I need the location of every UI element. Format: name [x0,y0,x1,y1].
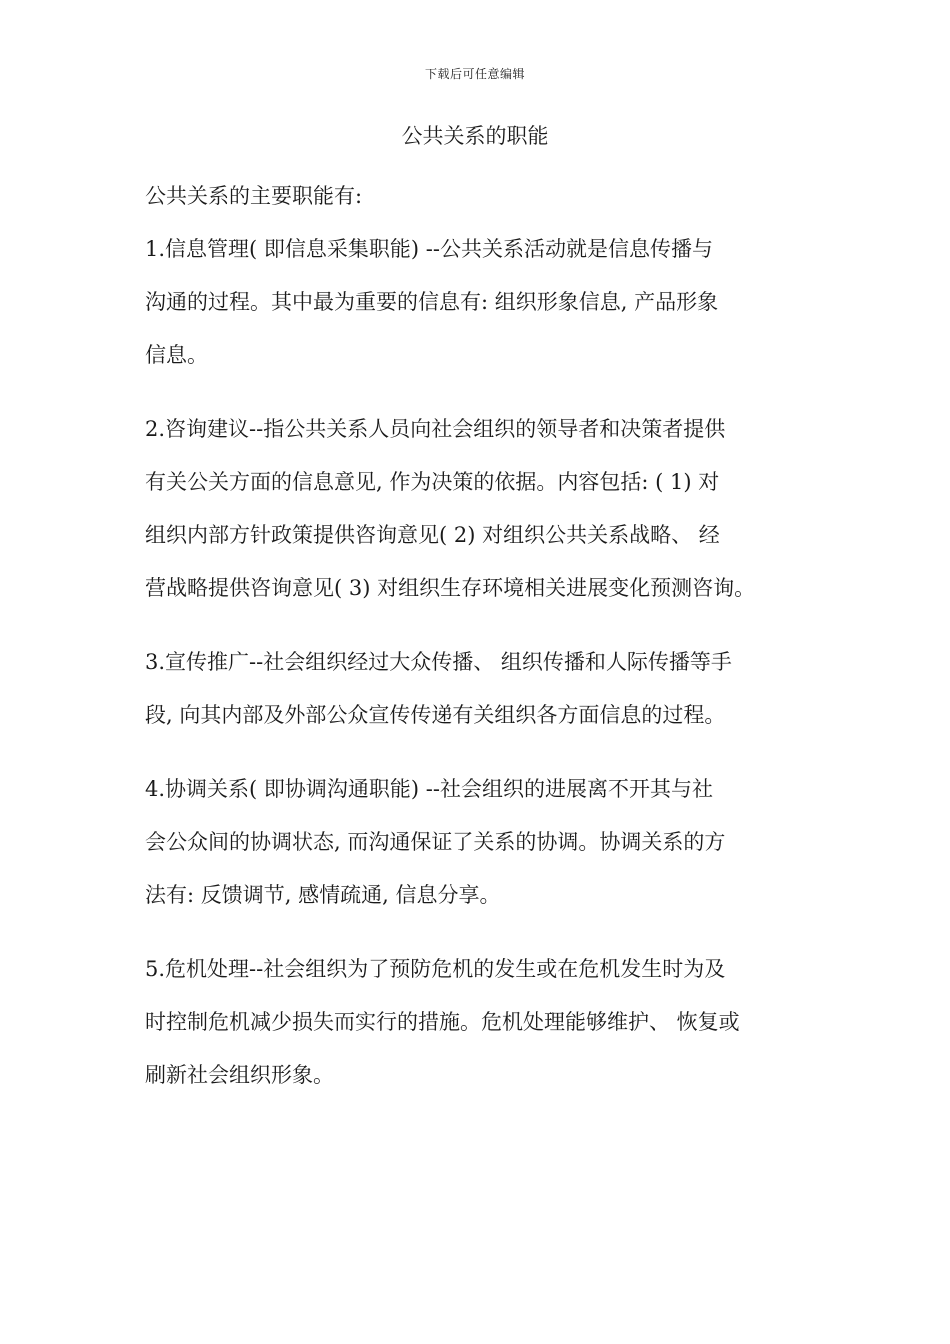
paragraph-line: 有关公关方面的信息意见, 作为决策的依据。内容包括: ( 1) 对 [145,470,720,494]
paragraph-gap [145,742,825,763]
paragraph-2 [145,403,825,615]
paragraph-gap [145,615,825,636]
paragraph-line: 段, 向其内部及外部公众宣传传递有关组织各方面信息的过程。 [145,703,726,727]
paragraph-gap [145,382,825,403]
paragraph-1 [145,223,825,382]
paragraph-line: 2.咨询建议--指公共关系人员向社会组织的领导者和决策者提供 [145,417,726,441]
paragraph-gap [145,922,825,943]
document-body [145,170,825,1102]
paragraph-line: 3.宣传推广--社会组织经过大众传播、 组织传播和人际传播等手 [145,650,732,674]
paragraph-line: 刷新社会组织形象。 [145,1063,334,1087]
paragraph-line: 5.危机处理--社会组织为了预防危机的发生或在危机发生时为及 [145,957,726,981]
header-note: 下载后可任意编辑 [424,67,525,81]
paragraph-line: 会公众间的协调状态, 而沟通保证了关系的协调。协调关系的方 [145,830,726,854]
paragraph-line: 信息。 [145,343,208,367]
document-title: 公共关系的职能 [401,124,549,148]
paragraph-3 [145,636,825,742]
paragraph-line: 沟通的过程。其中最为重要的信息有: 组织形象信息, 产品形象 [145,290,719,314]
paragraph-5 [145,943,825,1102]
paragraph-line: 时控制危机减少损失而实行的措施。危机处理能够维护、 恢复或 [145,1010,740,1034]
paragraph-line: 法有: 反馈调节, 感情疏通, 信息分享。 [145,883,501,907]
paragraph-line: 1.信息管理( 即信息采集职能) --公共关系活动就是信息传播与 [145,237,713,261]
paragraph-line: 组织内部方针政策提供咨询意见( 2) 对组织公共关系战略、 经 [145,523,720,547]
intro-line: 公共关系的主要职能有: [145,184,363,208]
paragraph-4 [145,763,825,922]
paragraph-line: 营战略提供咨询意见( 3) 对组织生存环境相关进展变化预测咨询。 [145,576,756,600]
paragraph-line: 4.协调关系( 即协调沟通职能) --社会组织的进展离不开其与社 [145,777,713,801]
